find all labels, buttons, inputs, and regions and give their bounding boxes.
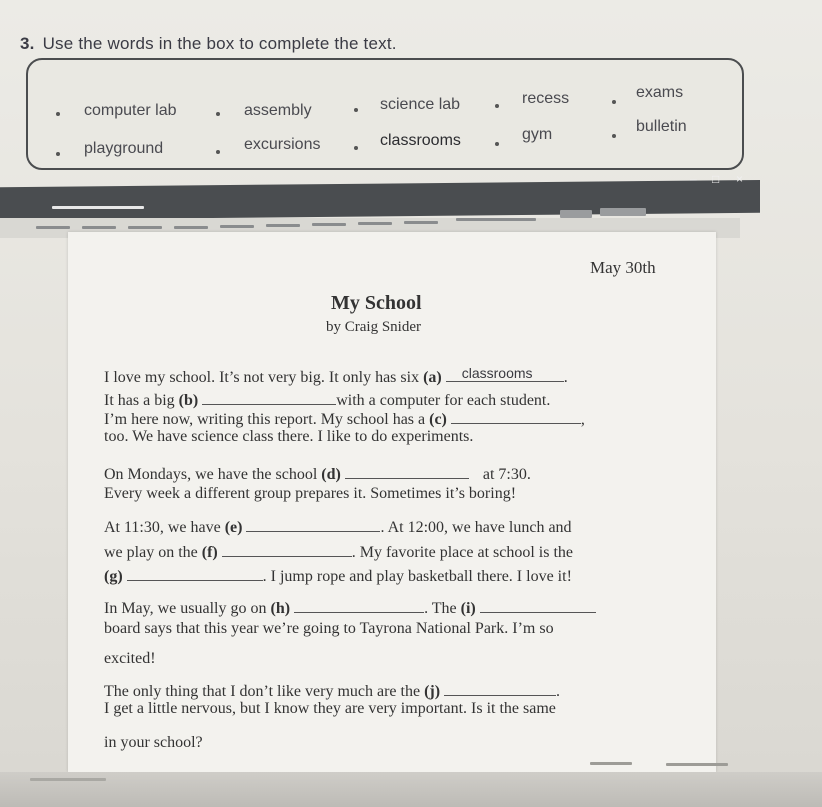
text-line-10: In May, we usually go on (h) . The (i) bbox=[104, 597, 596, 618]
bullet-icon bbox=[354, 108, 358, 112]
blank-j[interactable] bbox=[444, 680, 556, 696]
instruction-text: Use the words in the box to complete the text. bbox=[42, 34, 397, 53]
blank-b[interactable] bbox=[202, 389, 336, 405]
bullet-icon bbox=[495, 142, 499, 146]
exercise-number: 3. bbox=[20, 34, 35, 53]
bullet-icon bbox=[216, 150, 220, 154]
close-icon[interactable]: × bbox=[736, 172, 744, 186]
toolbar-button[interactable] bbox=[600, 208, 646, 216]
toolbar-dash bbox=[82, 226, 116, 229]
text-line-15: in your school? bbox=[104, 734, 203, 751]
word-assembly: assembly bbox=[244, 102, 312, 119]
text-line-11: board says that this year we’re going to Tayrona National Park. I’m so bbox=[104, 620, 554, 637]
bullet-icon bbox=[612, 100, 616, 104]
bottom-bar-dots bbox=[590, 762, 632, 765]
text-line-7: At 11:30, we have (e) . At 12:00, we have lunch and bbox=[104, 516, 572, 537]
word-science-lab: science lab bbox=[380, 96, 461, 113]
maximize-icon[interactable]: □ bbox=[712, 172, 720, 186]
toolbar-dash bbox=[128, 226, 162, 229]
bottom-bar-line bbox=[666, 763, 728, 766]
bullet-icon bbox=[216, 112, 220, 116]
exercise-instruction bbox=[20, 34, 397, 54]
blank-h[interactable] bbox=[294, 597, 424, 613]
blank-f[interactable] bbox=[222, 541, 352, 557]
text-line-14: I get a little nervous, but I know they are very important. Is it the same bbox=[104, 700, 556, 717]
example-answer: classrooms bbox=[461, 365, 533, 381]
toolbar-button[interactable] bbox=[560, 210, 592, 218]
text-line-12: excited! bbox=[104, 650, 156, 667]
address-bar-line[interactable] bbox=[456, 218, 536, 221]
word-recess: recess bbox=[522, 90, 570, 107]
word-excursions: excursions bbox=[244, 136, 321, 153]
blank-i[interactable] bbox=[480, 597, 596, 613]
text-line-4: too. We have science class there. I like to do experiments. bbox=[104, 428, 474, 445]
letter-date: May 30th bbox=[590, 258, 656, 277]
word-computer-lab: computer lab bbox=[84, 102, 177, 119]
toolbar-dash bbox=[358, 222, 392, 225]
bottom-bar-line bbox=[30, 778, 106, 781]
word-bulletin: bulletin bbox=[636, 118, 687, 135]
text-line-5: On Mondays, we have the school (d) at 7:30. bbox=[104, 463, 531, 484]
bullet-icon bbox=[56, 152, 60, 156]
minimize-icon[interactable]: – bbox=[690, 172, 697, 186]
bullet-icon bbox=[495, 104, 499, 108]
word-box bbox=[26, 58, 744, 170]
word-playground: playground bbox=[84, 140, 164, 157]
toolbar-dash bbox=[220, 225, 254, 228]
window-bottom-bar bbox=[0, 772, 822, 807]
word-exams: exams bbox=[636, 84, 684, 101]
letter-byline: by Craig Snider bbox=[326, 319, 421, 335]
toolbar-dash bbox=[404, 221, 438, 224]
blank-g[interactable] bbox=[127, 565, 263, 581]
blank-e[interactable] bbox=[246, 516, 380, 532]
toolbar-dash bbox=[312, 223, 346, 226]
text-line-13: The only thing that I don’t like very much are the (j) . bbox=[104, 680, 560, 701]
text-line-9: (g) . I jump rope and play basketball there. I love it! bbox=[104, 565, 572, 586]
letter-title: My School bbox=[331, 292, 422, 314]
bullet-icon bbox=[56, 112, 60, 116]
toolbar-dash bbox=[174, 226, 208, 229]
blank-c[interactable] bbox=[451, 408, 581, 424]
toolbar-dash bbox=[266, 224, 300, 227]
toolbar-dash bbox=[36, 226, 70, 229]
blank-d[interactable] bbox=[345, 463, 469, 479]
word-classrooms: classrooms bbox=[380, 132, 461, 149]
bullet-icon bbox=[354, 146, 358, 150]
text-line-8: we play on the (f) . My favorite place at school is the bbox=[104, 541, 573, 562]
bullet-icon bbox=[612, 134, 616, 138]
text-line-1: I love my school. It’s not very big. It only has six (a) classrooms . bbox=[104, 365, 568, 386]
text-line-6: Every week a different group prepares it. Sometimes it’s boring! bbox=[104, 485, 517, 502]
text-line-2: It has a big (b) with a computer for each student. bbox=[104, 389, 550, 410]
blank-a[interactable] bbox=[446, 366, 564, 382]
tab-indicator bbox=[52, 206, 144, 209]
text-line-3: I’m here now, writing this report. My school has a (c) , bbox=[104, 408, 585, 429]
word-gym: gym bbox=[522, 126, 553, 143]
